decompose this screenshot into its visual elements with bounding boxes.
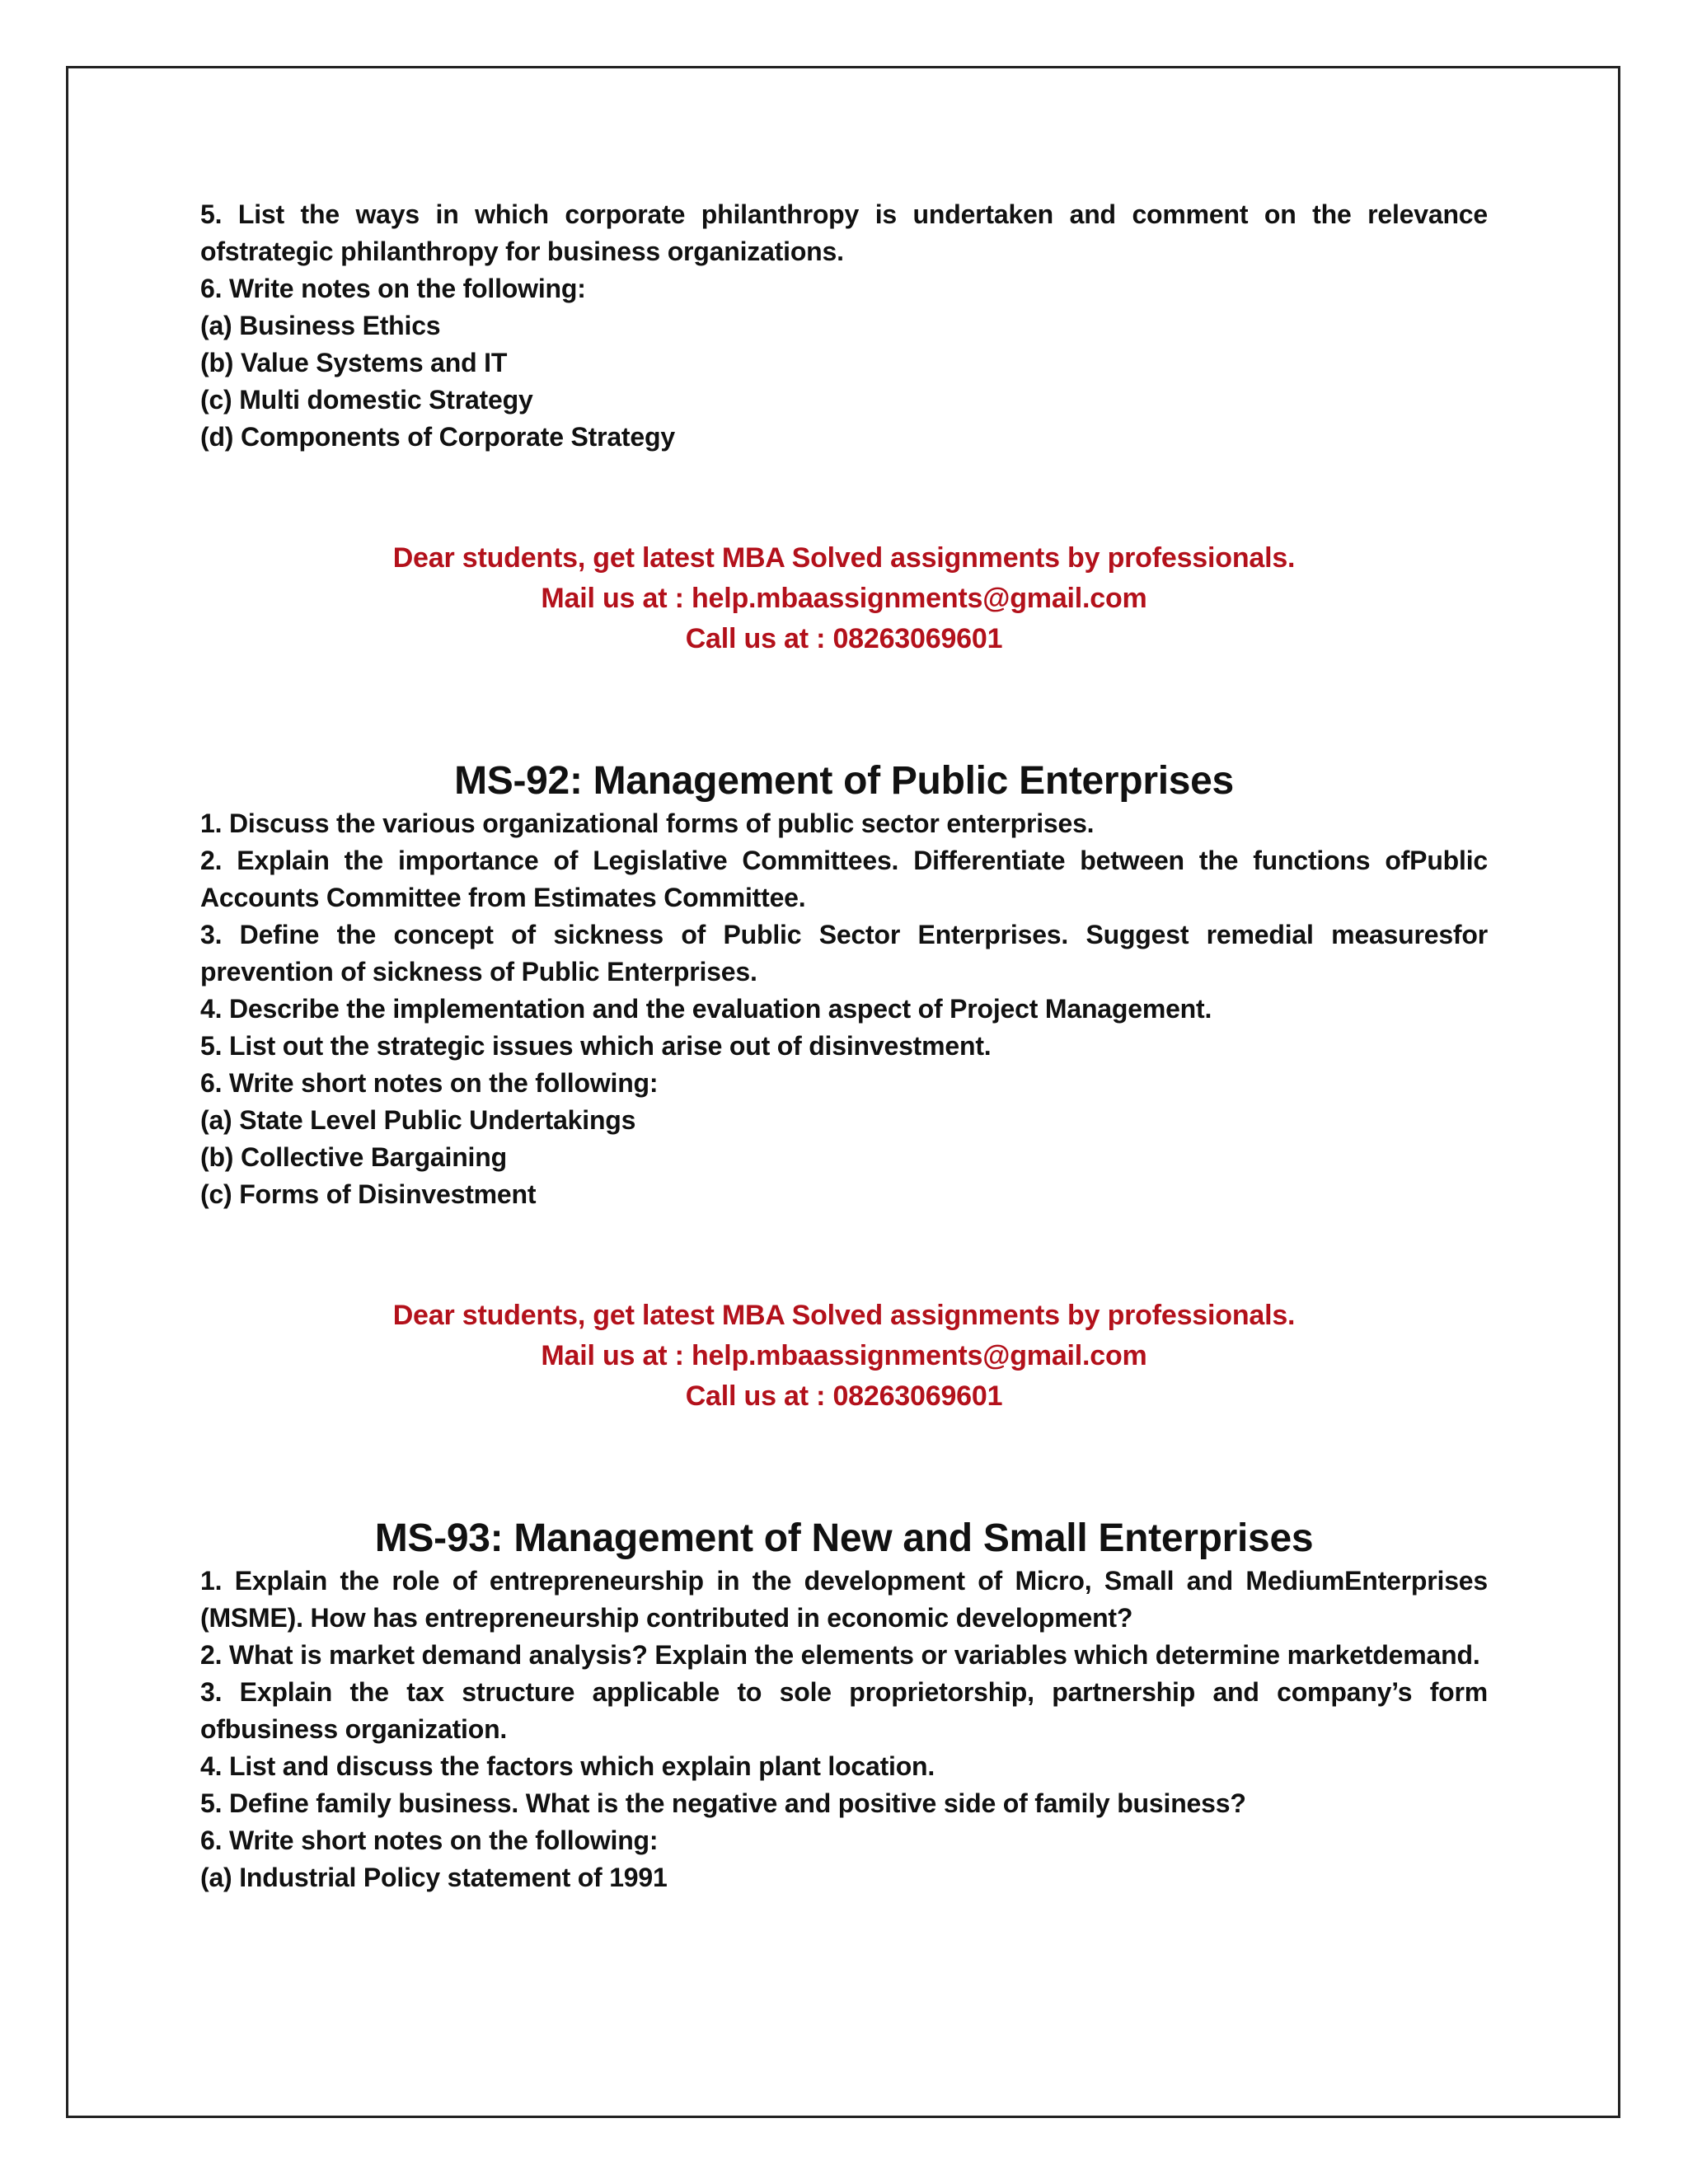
promo-headline: Dear students, get latest MBA Solved assignments by professionals. xyxy=(392,1300,1296,1331)
note-c: (c) Multi domestic Strategy xyxy=(200,385,533,415)
question-3: 3. Explain the tax structure applicable to sole proprietorship, partnership and company’s form ofbusiness organization. xyxy=(200,1677,1488,1744)
note-a: (a) State Level Public Undertakings xyxy=(200,1105,636,1135)
question-6: 6. Write short notes on the following: xyxy=(200,1068,659,1098)
note-a: (a) Industrial Policy statement of 1991 xyxy=(200,1863,668,1892)
question-5: 5. List out the strategic issues which arise out of disinvestment. xyxy=(200,1031,992,1061)
promo-email: Mail us at : help.mbaassignments@gmail.com xyxy=(541,583,1147,614)
question-6: 6. Write notes on the following: xyxy=(200,274,586,303)
promo-phone: Call us at : 08263069601 xyxy=(685,1380,1003,1412)
question-4: 4. List and discuss the factors which explain plant location. xyxy=(200,1751,935,1781)
promo-block xyxy=(200,538,1488,659)
section-title: MS-92: Management of Public Enterprises xyxy=(454,759,1234,803)
promo-phone: Call us at : 08263069601 xyxy=(685,623,1003,654)
question-2: 2. What is market demand analysis? Explain the elements or variables which determine marketdemand. xyxy=(200,1640,1480,1670)
question-4: 4. Describe the implementation and the evaluation aspect of Project Management. xyxy=(200,994,1212,1024)
note-d: (d) Components of Corporate Strategy xyxy=(200,422,675,452)
question-2: 2. Explain the importance of Legislative Committees. Differentiate between the functions ofPublic Accounts Committee from Estimates Committee. xyxy=(200,846,1488,912)
question-3: 3. Define the concept of sickness of Public Sector Enterprises. Suggest remedial measuresfor prevention of sickness of Public Enterprises. xyxy=(200,920,1488,987)
note-c: (c) Forms of Disinvestment xyxy=(200,1179,537,1209)
promo-email: Mail us at : help.mbaassignments@gmail.com xyxy=(541,1340,1147,1371)
question-5: 5. Define family business. What is the negative and positive side of family business? xyxy=(200,1788,1246,1818)
section-title: MS-93: Management of New and Small Enterprises xyxy=(374,1516,1314,1560)
question-1: 1. Explain the role of entrepreneurship in the development of Micro, Small and MediumEnterprises (MSME). How has entrepreneurship contributed in economic development? xyxy=(200,1566,1488,1633)
question-5: 5. List the ways in which corporate philanthropy is undertaken and comment on the relevance ofstrategic philanthropy for business organizations. xyxy=(200,199,1488,266)
ms92-section xyxy=(200,757,1488,1213)
question-1: 1. Discuss the various organizational forms of public sector enterprises. xyxy=(200,808,1095,838)
previous-course-section xyxy=(200,196,1488,456)
document-body xyxy=(200,196,1488,1896)
ms93-section xyxy=(200,1515,1488,1896)
promo-block xyxy=(200,1296,1488,1417)
promo-headline: Dear students, get latest MBA Solved assignments by professionals. xyxy=(392,542,1296,574)
note-a: (a) Business Ethics xyxy=(200,311,441,340)
note-b: (b) Value Systems and IT xyxy=(200,348,508,377)
question-6: 6. Write short notes on the following: xyxy=(200,1825,659,1855)
note-b: (b) Collective Bargaining xyxy=(200,1142,507,1172)
